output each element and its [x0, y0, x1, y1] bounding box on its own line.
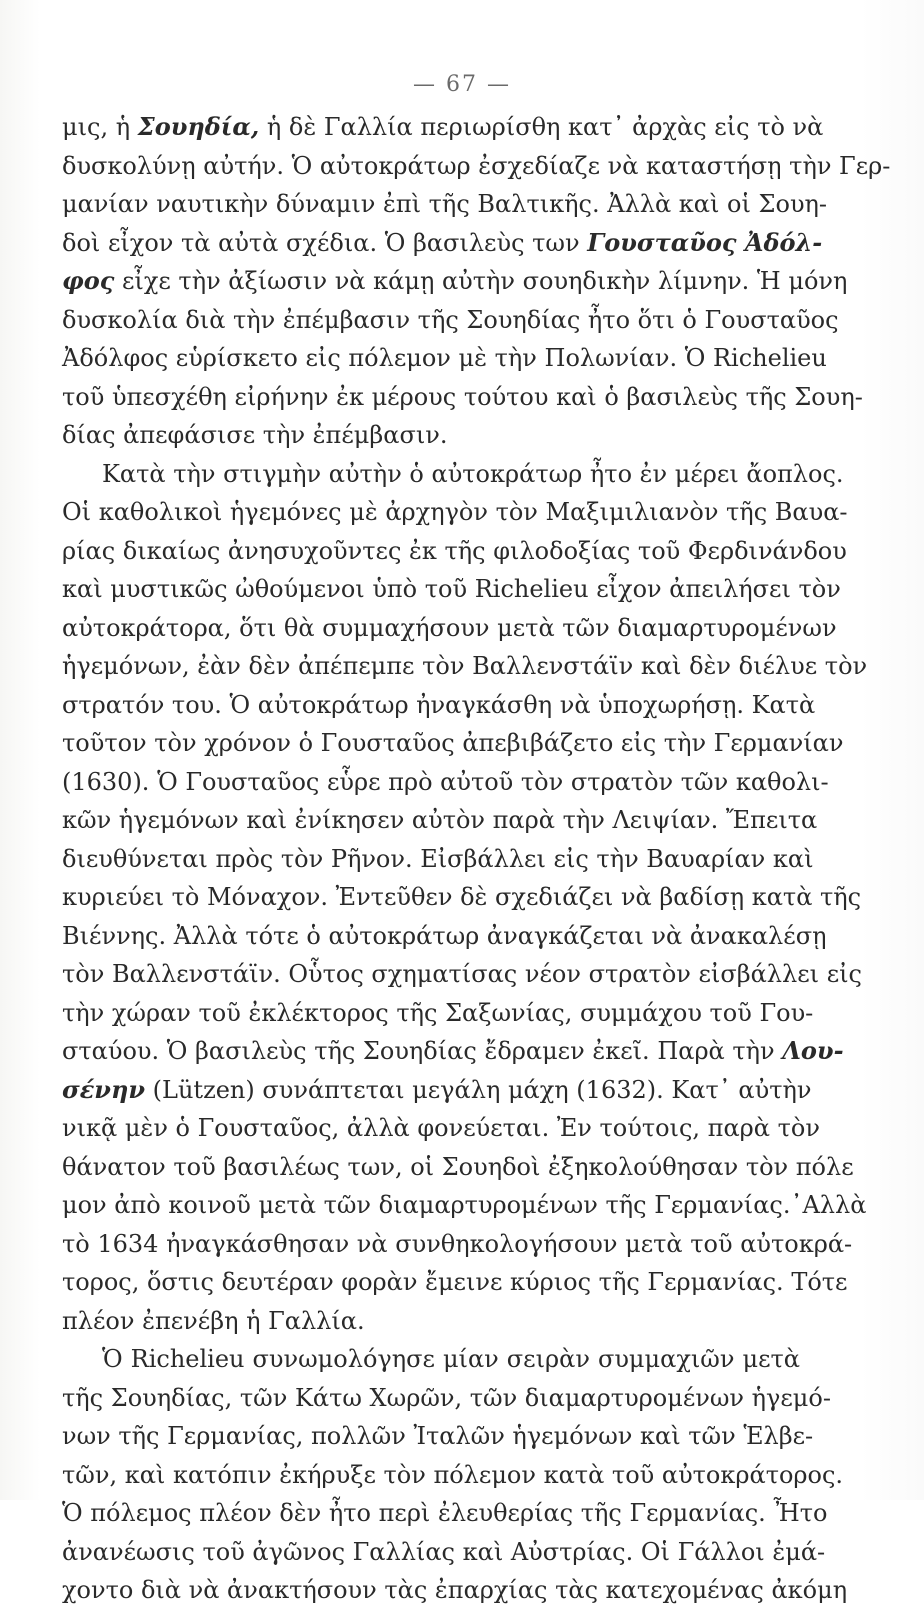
- emphasized-text: Σουηδία,: [137, 112, 260, 141]
- text-line: [62, 955, 862, 994]
- text-segment: διευθύνεται πρὸς τὸν Ρῆνον. Εἰσβάλλει εἰς τὴν Βαυαρίαν καὶ: [62, 844, 814, 873]
- text-segment: τῶν, καὶ κατόπιν ἐκήρυξε τὸν πόλεμον κατὰ τοῦ αὐτοκράτορος.: [62, 1460, 844, 1489]
- text-segment: Βιέννης. Ἀλλὰ τότε ὁ αὐτοκράτωρ ἀναγκάζεται νὰ ἀνακαλέσῃ: [62, 921, 827, 950]
- text-segment: ἡ δὲ Γαλλία περιωρίσθη κατ᾽ ἀρχὰς εἰς τὸ νὰ: [259, 113, 824, 141]
- text-line: [62, 763, 829, 802]
- text-segment: τὸν Βαλλενστάϊν. Οὗτος σχηματίσας νέον στρατὸν εἰσβάλλει εἰς: [62, 960, 862, 988]
- text-segment: τὴν χώραν τοῦ ἐκλέκτορος τῆς Σαξωνίας, συμμάχου τοῦ Γου-: [62, 998, 814, 1027]
- text-line: [62, 1032, 844, 1071]
- text-segment: κυριεύει τὸ Μόναχον. Ἐντεῦθεν δὲ σχεδιάζει νὰ βαδίσῃ κατὰ τῆς: [62, 883, 862, 911]
- text-line: [62, 301, 839, 340]
- text-line: [62, 878, 862, 917]
- text-segment: (1630). Ὁ Γουσταῦος εὗρε πρὸ αὐτοῦ τὸν στρατὸν τῶν καθολι-: [62, 767, 829, 796]
- emphasized-text: σένην: [62, 1074, 146, 1104]
- text-segment: εἶχε τὴν ἀξίωσιν νὰ κάμῃ αὐτὴν σουηδικὴν λίμνην. Ἡ μόνη: [114, 267, 848, 295]
- text-line: [62, 609, 837, 648]
- text-segment: Ὁ πόλεμος πλέον δὲν ἦτο περὶ ἐλευθερίας τῆς Γερμανίας. Ἦτο: [62, 1499, 828, 1527]
- emphasized-text: φος: [62, 266, 115, 295]
- text-segment: ἡγεμόνων, ἐὰν δὲν ἀπέπεμπε τὸν Βαλλενστάϊν καὶ δὲν διέλυε τὸν: [62, 652, 868, 680]
- text-segment: ἀνανέωσις τοῦ ἀγῶνος Γαλλίας καὶ Αὐστρίας. Οἱ Γάλλοι ἐμά-: [62, 1537, 826, 1566]
- text-line: [62, 416, 800, 455]
- text-segment: μον ἀπὸ κοινοῦ μετὰ τῶν διαμαρτυρομένων τῆς Γερμανίας.᾽Αλλὰ: [62, 1191, 867, 1219]
- text-line: [62, 801, 818, 840]
- text-line: [62, 108, 824, 147]
- text-line: [62, 224, 823, 263]
- emphasized-text: Γουσταῦος Ἀδόλ-: [587, 227, 823, 257]
- text-line: [62, 378, 863, 417]
- text-line: [62, 185, 828, 224]
- text-segment: μανίαν ναυτικὴν δύναμιν ἐπὶ τῆς Βαλτικῆς. Ἀλλὰ καὶ οἱ Σουη-: [62, 190, 828, 218]
- text-segment: κῶν ἡγεμόνων καὶ ἐνίκησεν αὐτὸν παρὰ τὴν Λειψίαν. Ἔπειτα: [62, 806, 818, 834]
- text-segment: καὶ μυστικῶς ὠθούμενοι ὑπὸ τοῦ Richelieu εἶχον ἀπειλήσει τὸν: [62, 575, 841, 603]
- text-line: [62, 1148, 854, 1187]
- text-segment: πλέον ἐπενέβη ἡ Γαλλία.: [62, 1306, 365, 1335]
- text-segment: ρίας δικαίως ἀνησυχοῦντες ἐκ τῆς φιλοδοξίας τοῦ Φερδινάνδου: [62, 536, 847, 565]
- text-segment: στρατόν του. Ὁ αὐτοκράτωρ ἠναγκάσθη νὰ ὑποχωρήσῃ. Κατὰ: [62, 690, 816, 719]
- text-line: [62, 647, 868, 686]
- text-line: [62, 147, 891, 186]
- text-segment: χοντο διὰ νὰ ἀνακτήσουν τὰς ἐπαρχίας τὰς κατεχομένας ἀκόμη: [62, 1576, 848, 1604]
- text-line: [62, 1571, 848, 1610]
- text-segment: αὐτοκράτορα, ὅτι θὰ συμμαχήσουν μετὰ τῶν διαμαρτυρομένων: [62, 613, 837, 642]
- text-segment: νων τῆς Γερμανίας, πολλῶν Ἰταλῶν ἡγεμόνων καὶ τῶν Ἑλβε-: [62, 1422, 814, 1450]
- text-segment: νικᾷ μὲν ὁ Γουσταῦος, ἀλλὰ φονεύεται. Ἐν τούτοις, παρὰ τὸν: [62, 1114, 820, 1142]
- text-segment: τὸ 1634 ἠναγκάσθησαν νὰ συνθηκολογήσουν μετὰ τοῦ αὐτοκρά-: [62, 1229, 853, 1258]
- page-number: — 67 —: [413, 72, 511, 97]
- text-segment: θάνατον τοῦ βασιλέως των, οἱ Σουηδοὶ ἐξηκολούθησαν τὸν πόλε: [62, 1152, 854, 1181]
- text-segment: δυσκολύνῃ αὐτήν. Ὁ αὐτοκράτωρ ἐσχεδίαζε νὰ καταστήσῃ τὴν Γερ-: [62, 151, 891, 180]
- text-line: [62, 493, 848, 532]
- text-segment: δυσκολία διὰ τὴν ἐπέμβασιν τῆς Σουηδίας ἦτο ὅτι ὁ Γουσταῦος: [62, 305, 839, 334]
- text-line: [62, 570, 841, 609]
- text-segment: τορος, ὅστις δευτέραν φορὰν ἔμεινε κύριος τῆς Γερμανίας. Τότε: [62, 1268, 848, 1296]
- text-segment: τῆς Σουηδίας, τῶν Κάτω Χωρῶν, τῶν διαμαρτυρομένων ἡγεμό-: [62, 1383, 831, 1412]
- text-line: [62, 994, 814, 1033]
- text-line: [62, 1379, 831, 1418]
- text-line: [62, 1186, 867, 1225]
- text-line: [62, 917, 827, 956]
- text-segment: (Lützen) συνάπτεται μεγάλη μάχη (1632). Κατ᾽ αὐτὴν: [145, 1075, 812, 1104]
- text-line: [62, 455, 844, 494]
- text-segment: δίας ἀπεφάσισε τὴν ἐπέμβασιν.: [62, 421, 448, 449]
- text-line: [62, 1263, 848, 1302]
- text-segment: δοὶ εἶχον τὰ αὐτὰ σχέδια. Ὁ βασιλεὺς των: [62, 228, 588, 257]
- text-line: [62, 686, 816, 725]
- text-line: [62, 1340, 800, 1379]
- text-segment: Ὁ Richelieu συνωμολόγησε μίαν σειρὰν συμμαχιῶν μετὰ: [102, 1345, 800, 1373]
- text-line: [62, 724, 844, 763]
- text-line: [62, 1109, 820, 1148]
- text-segment: Ἀδόλφος εὑρίσκετο εἰς πόλεμον μὲ τὴν Πολωνίαν. Ὁ Richelieu: [62, 344, 827, 372]
- text-line: [62, 1071, 812, 1110]
- text-line: [62, 339, 827, 378]
- text-line: [62, 262, 848, 301]
- body-text: [62, 108, 891, 1610]
- text-segment: τοῦ ὑπεσχέθη εἰρήνην ἐκ μέρους τούτου καὶ ὁ βασιλεὺς τῆς Σουη-: [62, 382, 863, 411]
- text-segment: σταύου. Ὁ βασιλεὺς τῆς Σουηδίας ἔδραμεν ἐκεῖ. Παρὰ τὴν: [62, 1037, 783, 1065]
- text-line: [62, 840, 814, 879]
- text-line: [62, 1302, 800, 1341]
- text-line: [62, 1417, 814, 1456]
- text-line: [62, 1533, 826, 1572]
- text-segment: τοῦτον τὸν χρόνον ὁ Γουσταῦος ἀπεβιβάζετο εἰς τὴν Γερμανίαν: [62, 729, 844, 757]
- text-segment: Κατὰ τὴν στιγμὴν αὐτὴν ὁ αὐτοκράτωρ ἦτο ἐν μέρει ἄοπλος.: [102, 459, 844, 488]
- text-segment: Οἱ καθολικοὶ ἡγεμόνες μὲ ἀρχηγὸν τὸν Μαξιμιλιανὸν τῆς Βαυα-: [62, 498, 848, 526]
- text-line: [62, 532, 847, 571]
- text-line: [62, 1456, 844, 1495]
- text-segment: μις, ἡ: [62, 113, 138, 141]
- emphasized-text: Λου-: [782, 1036, 844, 1065]
- text-line: [62, 1225, 853, 1264]
